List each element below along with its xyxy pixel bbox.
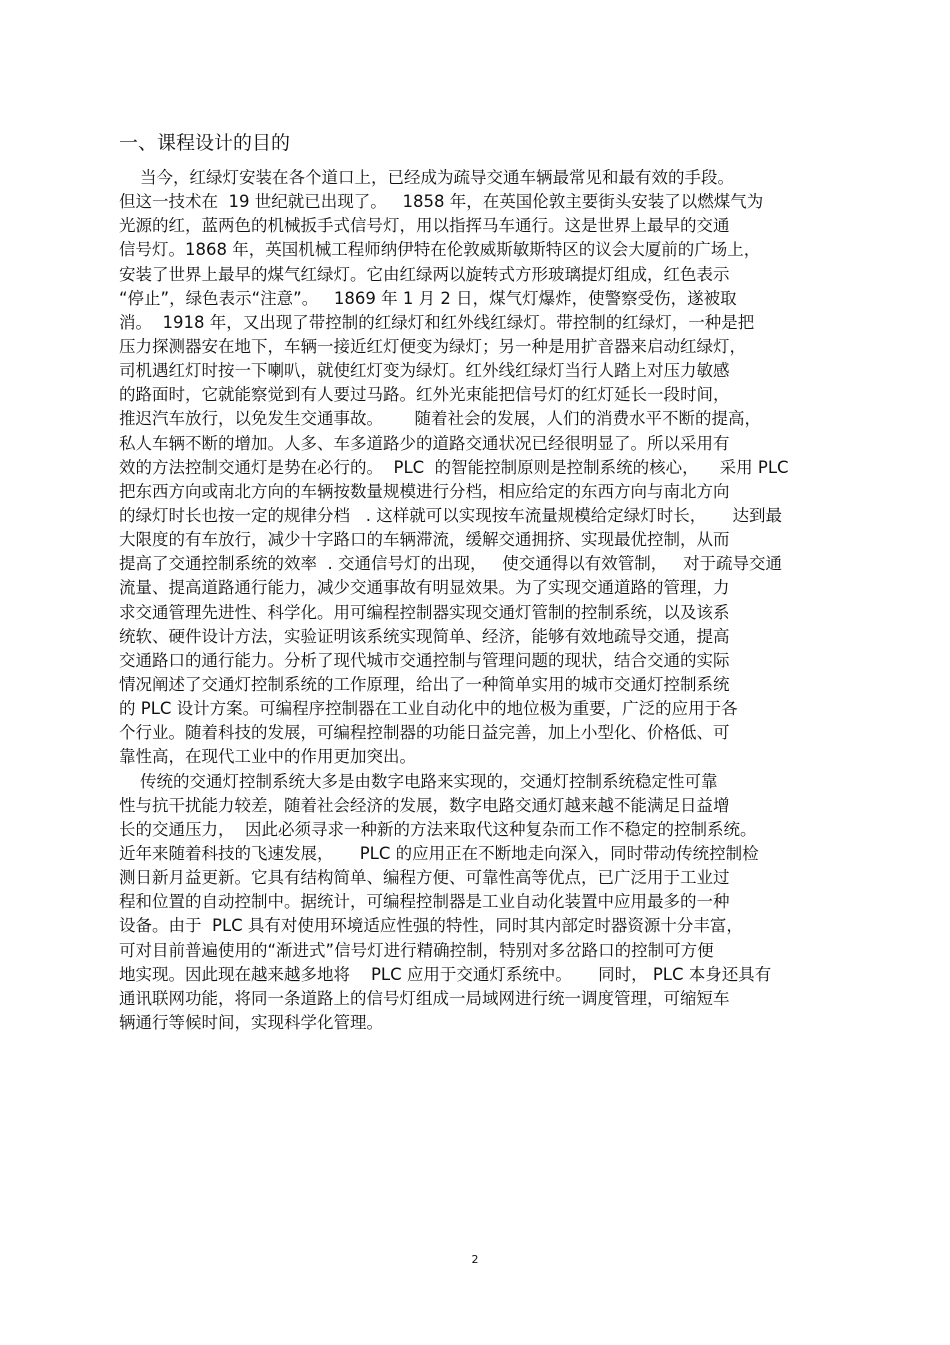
text-line: 大限度的有车放行，减少十字路口的车辆滞流，缓解交通拥挤、实现最优控制，从而	[119, 530, 730, 550]
text-line: 个行业。随着科技的发展，可编程控制器的功能日益完善，加上小型化、价格低、可	[119, 723, 730, 743]
text-line: 私人车辆不断的增加。人多、车多道路少的道路交通状况已经很明显了。所以采用有	[119, 433, 730, 453]
text-line: 把东西方向或南北方向的车辆按数量规模进行分档，相应给定的东西方向与南北方向	[119, 481, 730, 501]
text-line: 流量、提高道路通行能力，减少交通事故有明显效果。为了实现交通道路的管理，力	[119, 578, 730, 598]
text-line: 的路面时，它就能察觉到有人要过马路。红外光束能把信号灯的红灯延长一段时间，	[119, 385, 730, 405]
text-line: 长的交通压力， 因此必须寻求一种新的方法来取代这种复杂而工作不稳定的控制系统。	[119, 819, 757, 839]
text-line: 效的方法控制交通灯是势在必行的。 PLC 的智能控制原则是控制系统的核心， 采用 PLC	[119, 457, 789, 477]
text-line: 性与抗干扰能力较差，随着社会经济的发展，数字电路交通灯越来越不能满足日益增	[119, 795, 730, 815]
text-line: 通讯联网功能，将同一条道路上的信号灯组成一局域网进行统一调度管理，可缩短车	[119, 988, 730, 1008]
section-heading: 一、课程设计的目的	[119, 132, 291, 154]
text-line: 消。 1918 年，又出现了带控制的红绿灯和红外线红绿灯。带控制的红绿灯，一种是把	[119, 312, 755, 332]
text-line: 测日新月益更新。它具有结构简单、编程方便、可靠性高等优点，已广泛用于工业过	[119, 868, 730, 888]
text-line: 求交通管理先进性、科学化。用可编程控制器实现交通灯管制的控制系统，以及该系	[119, 602, 730, 622]
text-line: 情况阐述了交通灯控制系统的工作原理，给出了一种简单实用的城市交通灯控制系统	[119, 674, 730, 694]
text-line: 安装了世界上最早的煤气红绿灯。它由红绿两以旋转式方形玻璃提灯组成，红色表示	[119, 264, 730, 284]
text-line: 推迟汽车放行，以免发生交通事故。 随着社会的发展，人们的消费水平不断的提高，	[119, 409, 761, 429]
text-line: 近年来随着科技的飞速发展， PLC 的应用正在不断地走向深入，同时带动传统控制检	[119, 843, 759, 863]
text-line: 的 PLC 设计方案。可编程序控制器在工业自动化中的地位极为重要，广泛的应用于各	[119, 699, 738, 719]
text-line: 设备。由于 PLC 具有对使用环境适应性强的特性，同时其内部定时器资源十分丰富，	[119, 916, 743, 936]
text-line: 当今，红绿灯安装在各个道口上，已经成为疏导交通车辆最常见和最有效的手段。	[119, 168, 734, 187]
text-line: 统软、硬件设计方法，实验证明该系统实现简单、经济，能够有效地疏导交通，提高	[119, 626, 730, 646]
text-line: 信号灯。1868 年，英国机械工程师纳伊特在伦敦威斯敏斯特区的议会大厦前的广场上，	[119, 240, 761, 260]
text-line: 压力探测器安在地下，车辆一接近红灯便变为绿灯；另一种是用扩音器来启动红绿灯，	[119, 336, 746, 356]
paragraph-2	[119, 770, 839, 1036]
text-line: 光源的红，蓝两色的机械扳手式信号灯，用以指挥马车通行。这是世界上最早的交通	[119, 216, 730, 236]
paragraph-1	[119, 166, 839, 770]
text-line: 传统的交通灯控制系统大多是由数字电路来实现的，交通灯控制系统稳定性可靠	[119, 771, 718, 791]
text-line: 程和位置的自动控制中。据统计，可编程控制器是工业自动化装置中应用最多的一种	[119, 892, 730, 912]
text-line: 靠性高，在现代工业中的作用更加突出。	[119, 747, 416, 767]
page-number: 2	[471, 1253, 479, 1266]
text-line: 辆通行等候时间，实现科学化管理。	[119, 1012, 383, 1032]
body-text	[119, 166, 839, 1035]
text-line: 但这一技术在 19 世纪就已出现了。 1858 年，在英国伦敦主要街头安装了以燃煤气为	[119, 192, 764, 212]
text-line: 可对目前普遍使用的“渐进式”信号灯进行精确控制，特别对多岔路口的控制可方便	[119, 940, 714, 960]
text-line: 提高了交通控制系统的效率 . 交通信号灯的出现， 使交通得以有效管制， 对于疏导交通	[119, 554, 782, 574]
text-line: 的绿灯时长也按一定的规律分档 . 这样就可以实现按车流量规模给定绿灯时长， 达到最	[119, 505, 782, 525]
text-line: 司机遇红灯时按一下喇叭，就使红灯变为绿灯。红外线红绿灯当行人踏上对压力敏感	[119, 361, 730, 381]
text-line: “停止”，绿色表示“注意”。 1869 年 1 月 2 日，煤气灯爆炸，使警察受伤，遂被取	[119, 288, 737, 308]
text-line: 交通路口的通行能力。分析了现代城市交通控制与管理问题的现状，结合交通的实际	[119, 650, 730, 670]
text-line: 地实现。因此现在越来越多地将 PLC 应用于交通灯系统中。 同时， PLC 本身还具有	[119, 964, 772, 984]
